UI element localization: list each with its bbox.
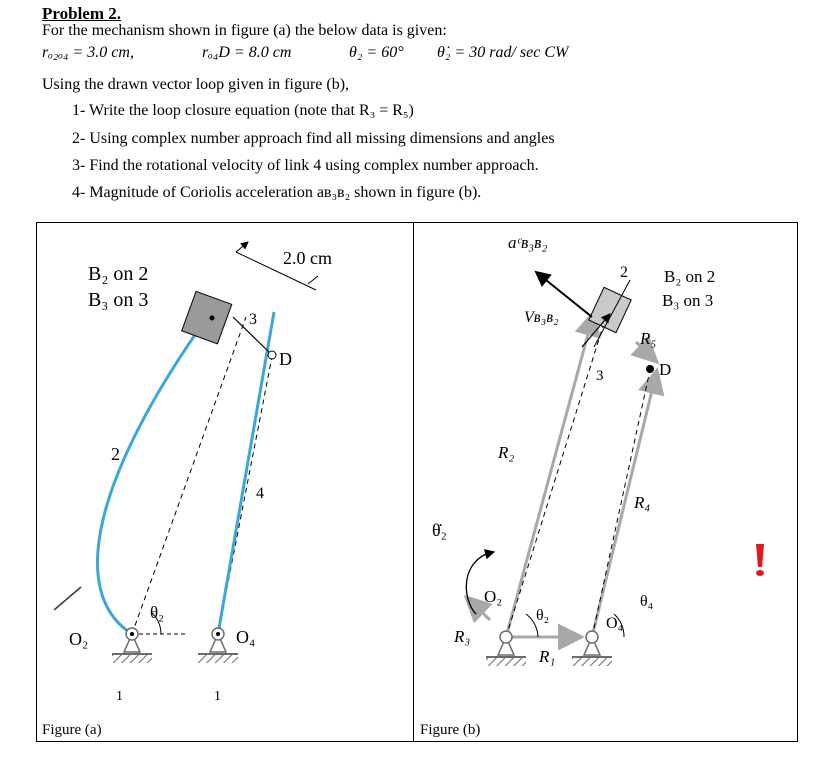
vector-r1-label: R₁	[539, 647, 556, 666]
pivot-o2-label-a: O₂	[69, 629, 89, 649]
vector-r4-label: R₄	[634, 493, 651, 512]
slider-label-a-2: B₃ on 3	[88, 289, 149, 311]
point-d-b	[646, 365, 654, 373]
given-ro4d: rₒ₄D = 8.0 cm	[202, 44, 292, 61]
velocity-label: Vʙ₃ʙ₂	[524, 309, 559, 326]
ground-label-a-1: 1	[116, 689, 123, 704]
caption-b: Figure (b)	[420, 722, 481, 738]
ground-label-a-2: 1	[214, 689, 221, 704]
figure-b	[414, 222, 798, 742]
point-d-label-a: D	[279, 349, 292, 369]
angle4-label-b: θ₄	[640, 593, 654, 610]
omega-label: θ̇₂	[432, 520, 447, 540]
given-ro2o4: rₒ₂ₒ₄ = 3.0 cm,	[42, 44, 134, 61]
slider-label-b-2: B₃ on 3	[662, 291, 714, 310]
slider-block-b	[589, 287, 631, 332]
slider-block-a	[182, 291, 232, 343]
pivot-o2-label-b: O₂	[484, 587, 503, 606]
pivot-o4-label-a: O₄	[236, 627, 256, 647]
slider-pin-a	[210, 316, 215, 321]
slider-label-a-1: B₂ on 2	[88, 263, 149, 285]
link-label-3-b: 3	[596, 368, 604, 384]
coriolis-label: aᶜʙ₃ʙ₂	[508, 233, 548, 252]
task-3: 3- Find the rotational velocity of link 4 using complex number approach.	[72, 157, 539, 174]
vector-r5-label: R₅	[640, 329, 657, 348]
angle2-label-b: θ₂	[536, 607, 550, 624]
link-label-2-b: 2	[620, 264, 628, 281]
angle-label-a: θ₂	[150, 603, 165, 622]
given-theta2-dot: θ̇₂ = 30 rad/ sec CW	[437, 44, 569, 61]
dashed-line-o2	[132, 317, 246, 634]
given-theta2: θ₂ = 60°	[349, 44, 404, 61]
figure-a	[36, 222, 414, 742]
task-4: 4- Magnitude of Coriolis acceleration aʙ₃ʙ₂ shown in figure (b).	[72, 184, 482, 201]
using-text: Using the drawn vector loop given in figure (b),	[42, 76, 350, 93]
problem-title: Problem 2.	[42, 4, 122, 23]
link-4	[218, 312, 274, 634]
dimension-label: 2.0 cm	[283, 248, 332, 268]
vector-r2-label: R₂	[498, 443, 515, 462]
caption-a: Figure (a)	[42, 722, 102, 738]
link-label-2-a: 2	[111, 444, 120, 464]
point-d-a	[268, 351, 276, 359]
link-label-3-a: 3	[249, 311, 257, 328]
point-d-label-b: D	[659, 360, 672, 379]
problem-intro: For the mechanism shown in figure (a) the below data is given:	[42, 22, 447, 39]
pivot-o4-label-b: O₄	[606, 615, 624, 632]
link-label-4-a: 4	[256, 485, 264, 502]
ground-o2-a	[112, 628, 152, 663]
vector-r2	[506, 312, 594, 637]
vector-r3-label: R₃	[454, 627, 471, 646]
red-mark	[756, 544, 764, 567]
task-2: 2- Using complex number approach find all missing dimensions and angles	[72, 130, 555, 147]
link-2	[98, 312, 211, 634]
task-1: 1- Write the loop closure equation (note that R₃ = R₅)	[72, 102, 414, 119]
slider-label-b-1: B₂ on 2	[664, 267, 716, 286]
ground-o4-a	[198, 628, 238, 663]
